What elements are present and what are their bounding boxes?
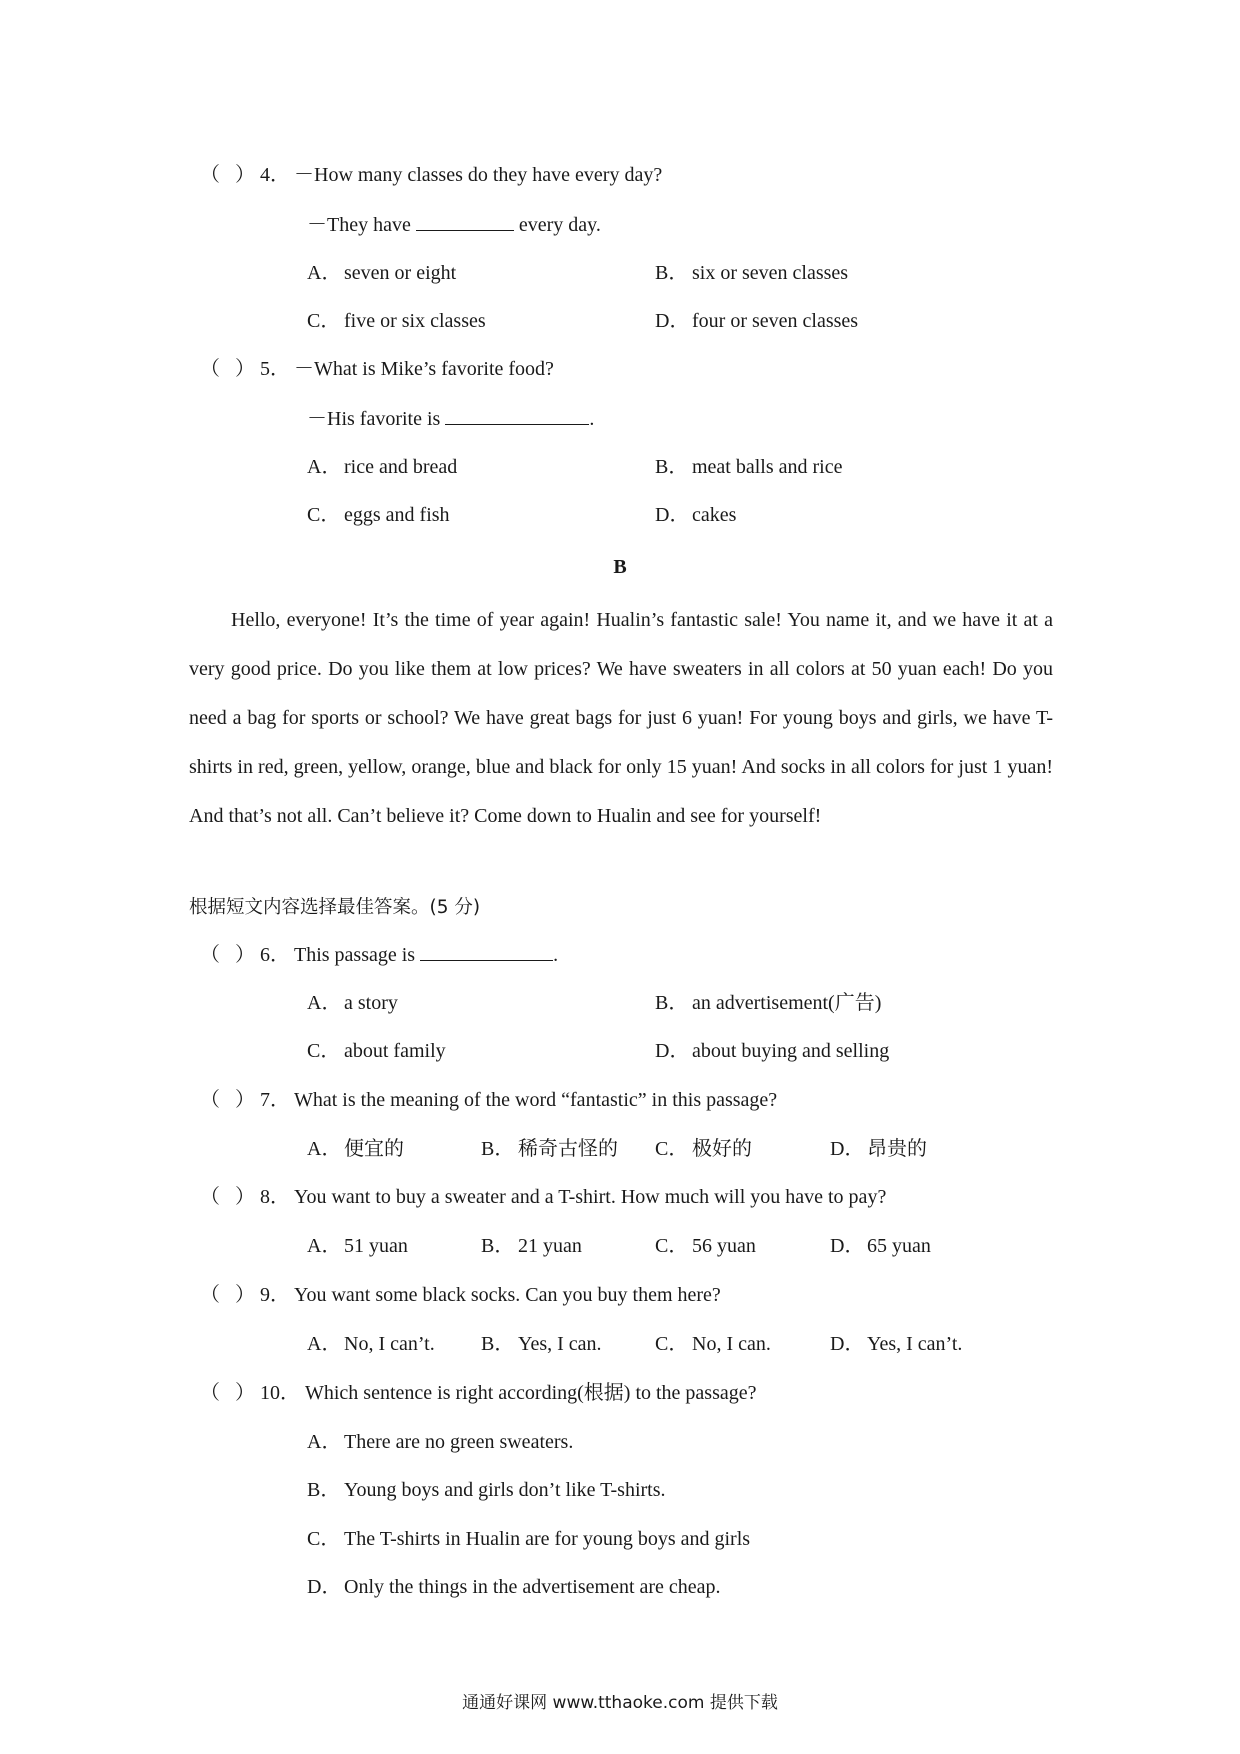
answer-paren[interactable]: （ ）: [200, 1089, 255, 1111]
option-d[interactable]: D． four or seven classes: [655, 310, 859, 332]
option-c[interactable]: C． five or six classes: [307, 310, 486, 332]
option-b[interactable]: B． Young boys and girls don’t like T-shirts.: [307, 1479, 666, 1501]
question-7: [200, 1086, 777, 1114]
option-d[interactable]: D． cakes: [655, 504, 737, 526]
answer-blank: [420, 940, 553, 961]
question-stem: You want some black socks. Can you buy them here?: [294, 1284, 721, 1306]
answer-paren[interactable]: （ ）: [200, 1382, 255, 1404]
option-c[interactable]: C． about family: [307, 1040, 446, 1062]
option-b[interactable]: B． an advertisement(广告): [655, 992, 882, 1014]
option-c[interactable]: C． 极好的: [655, 1138, 752, 1160]
question-9: [200, 1281, 721, 1309]
option-b[interactable]: B． meat balls and rice: [655, 456, 843, 478]
option-a[interactable]: A． seven or eight: [307, 262, 457, 284]
question-stem: What is the meaning of the word “fantastic” in this passage?: [294, 1089, 778, 1111]
option-b[interactable]: B． 稀奇古怪的: [481, 1138, 618, 1160]
option-b[interactable]: B． six or seven classes: [655, 262, 849, 284]
question-stem: －What is Mike’s favorite food?: [294, 358, 554, 380]
answer-paren[interactable]: （ ）: [200, 1284, 255, 1306]
page-footer: 通通好课网 www.tthaoke.com 提供下载: [462, 1693, 778, 1713]
option-a[interactable]: A． rice and bread: [307, 456, 458, 478]
section-heading: B: [613, 556, 627, 578]
option-a[interactable]: A． a story: [307, 992, 398, 1014]
answer-blank: [416, 210, 514, 231]
question-number: 10．: [260, 1382, 300, 1404]
question-10: [200, 1379, 757, 1407]
answer-paren[interactable]: （ ）: [200, 358, 255, 380]
question-number: 9．: [260, 1284, 290, 1306]
option-b[interactable]: B． Yes, I can.: [481, 1333, 602, 1355]
question-5-line2: －His favorite is .: [307, 404, 594, 433]
question-stem: －How many classes do they have every day?: [294, 164, 663, 186]
instruction-text: 根据短文内容选择最佳答案。(5 分): [189, 897, 481, 918]
question-number: 7．: [260, 1089, 290, 1111]
answer-paren[interactable]: （ ）: [200, 944, 255, 966]
option-a[interactable]: A． There are no green sweaters.: [307, 1431, 574, 1453]
answer-paren[interactable]: （ ）: [200, 1186, 255, 1208]
question-6: （ ） 6． This passage is .: [200, 940, 558, 969]
question-number: 5．: [260, 358, 290, 380]
question-number: 8．: [260, 1186, 290, 1208]
question-4-line2: －They have every day.: [307, 210, 601, 239]
question-stem: You want to buy a sweater and a T-shirt. How much will you have to pay?: [294, 1186, 887, 1208]
option-d[interactable]: D． 昂贵的: [830, 1138, 927, 1160]
question-number: 6．: [260, 944, 290, 966]
option-c[interactable]: C． The T-shirts in Hualin are for young boys and girls: [307, 1528, 751, 1550]
option-d[interactable]: D． Yes, I can’t.: [830, 1333, 963, 1355]
option-a[interactable]: A． No, I can’t.: [307, 1333, 435, 1355]
reading-passage: Hello, everyone! It’s the time of year again! Hualin’s fantastic sale! You name it, and we have it at a very good price. Do you like them at low prices? We have sweaters in all colors at 50 yuan each! Do you need a bag for sports or school? We have great bags for just 6 yuan! For young boys and girls, we have T-shirts in red, green, yellow, orange, blue and black for only 15 yuan! And socks in all colors for just 1 yuan! And that’s not all. Can’t believe it? Come down to Hualin and see for yourself!: [189, 609, 1053, 827]
option-a[interactable]: A． 51 yuan: [307, 1235, 408, 1257]
question-5: [200, 355, 554, 383]
answer-blank: [445, 404, 589, 425]
question-8: [200, 1183, 886, 1211]
option-b[interactable]: B． 21 yuan: [481, 1235, 582, 1257]
option-d[interactable]: D． about buying and selling: [655, 1040, 890, 1062]
option-c[interactable]: C． No, I can.: [655, 1333, 771, 1355]
option-c[interactable]: C． 56 yuan: [655, 1235, 756, 1257]
question-4: [200, 161, 662, 189]
option-a[interactable]: A． 便宜的: [307, 1138, 404, 1160]
question-stem: This passage is: [294, 944, 416, 966]
option-c[interactable]: C． eggs and fish: [307, 504, 450, 526]
question-stem: Which sentence is right according(根据) to the passage?: [305, 1382, 757, 1404]
question-number: 4．: [260, 164, 290, 186]
answer-paren[interactable]: （ ）: [200, 164, 255, 186]
option-d[interactable]: D． Only the things in the advertisement are cheap.: [307, 1576, 721, 1598]
option-d[interactable]: D． 65 yuan: [830, 1235, 931, 1257]
